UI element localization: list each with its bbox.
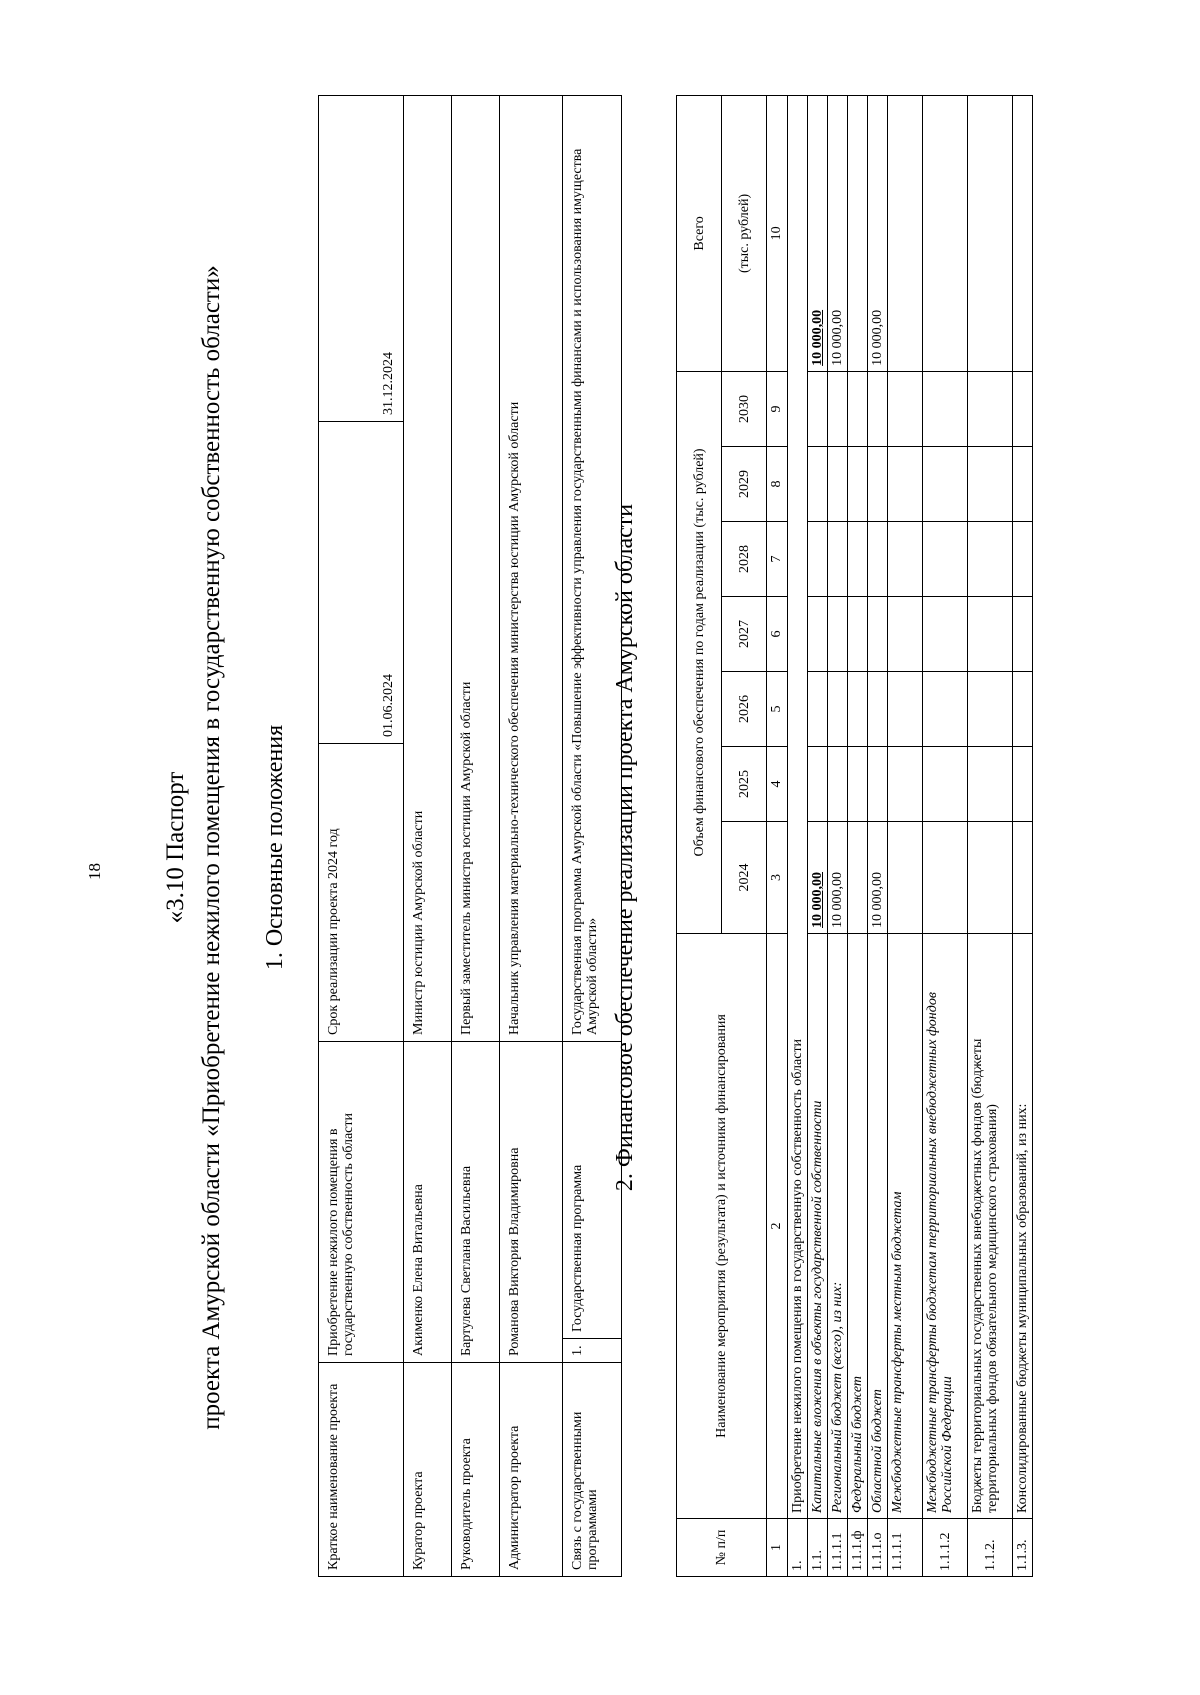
value-2024: 10 000,00 [868,822,888,934]
row-num: 1.1. [808,1519,828,1577]
period-label: Срок реализации проекта 2024 год [319,744,404,1042]
row-num: 1.1.1.о [868,1519,888,1577]
year-header: 2025 [722,747,767,822]
row-name: Областной бюджет [868,934,888,1519]
value-2024 [1013,822,1033,934]
table-row [500,96,563,1577]
row-name: Приобретение нежилого помещения в государственную собственность области [788,95,808,1518]
year-header: 2028 [722,522,767,597]
column-index: 1 [767,1519,788,1577]
col-num-header: № п/п [677,1519,767,1577]
table-row [968,95,1013,1576]
table-row [923,95,968,1576]
row-num: 1.1.1.1 [888,1519,923,1577]
year-header: 2029 [722,447,767,522]
column-index-row [767,95,788,1576]
value-2024 [888,822,923,934]
leader-position: Первый заместитель министра юстиции Амурской области [452,96,500,1042]
year-header: 2030 [722,371,767,446]
table-row [848,95,868,1576]
row-num: 1. [788,1519,808,1577]
row-name: Региональный бюджет (всего), из них: [828,934,848,1519]
curator-position: Министр юстиции Амурской области [404,96,452,1042]
table-row [1013,95,1033,1576]
row-num: 1.1.1.2 [923,1519,968,1577]
admin-position: Начальник управления материально-технического обеспечения министерства юстиции Амурской области [500,96,563,1042]
column-index: 2 [767,934,788,1519]
value-2024: 10 000,00 [808,822,828,934]
value-2024: 10 000,00 [828,822,848,934]
column-index: 8 [767,447,788,522]
curator-label: Куратор проекта [404,1363,452,1577]
document-title-line1: «3.10 Паспорт [162,771,189,924]
admin-name: Романова Виктория Владимировна [500,1042,563,1363]
table-row [319,96,404,1577]
period-start: 01.06.2024 [319,422,404,744]
row-num: 1.1.1.ф [848,1519,868,1577]
column-index: 4 [767,747,788,822]
row-name: Консолидированные бюджеты муниципальных образований, из них: [1013,934,1033,1519]
value-2024 [848,822,868,934]
year-header: 2024 [722,822,767,934]
value-total [1013,95,1033,371]
table-row [808,95,828,1576]
curator-name: Акименко Елена Витальевна [404,1042,452,1363]
row-name: Межбюджетные трансферты бюджетам территориальных внебюджетных фондов Российской Федерации [923,934,968,1519]
column-index: 7 [767,522,788,597]
column-index: 3 [767,822,788,934]
row-num: 1.1.3. [1013,1519,1033,1577]
section1-heading: 1. Основные положения [262,724,288,971]
programs-value: Государственная программа Амурской области «Повышение эффективности управления государственными финансами и использования имущества Амурской области» [563,96,622,1042]
col-name-header: Наименование мероприятия (результата) и источники финансирования [677,934,767,1519]
row-name: Межбюджетные трансферты местным бюджетам [888,934,923,1519]
value-total [968,95,1013,371]
row-num: 1.1.1.1 [828,1519,848,1577]
value-2024 [968,822,1013,934]
table-header-row [677,95,722,1576]
period-end: 31.12.2024 [319,96,404,422]
programs-num: 1. [563,1339,622,1363]
row-name: Федеральный бюджет [848,934,868,1519]
value-total [888,95,923,371]
column-index: 9 [767,371,788,446]
column-index: 6 [767,597,788,672]
table-row [404,96,452,1577]
value-2024 [923,822,968,934]
programs-label: Связь с государственными программами [563,1363,622,1577]
table-row [828,95,848,1576]
page-number: 18 [85,863,104,880]
short-name-value: Приобретение нежилого помещения в государственную собственность области [319,1042,404,1363]
col-volume-header: Объем финансового обеспечения по годам реализации (тыс. рублей) [677,371,722,933]
leader-label: Руководитель проекта [452,1363,500,1577]
row-num: 1.1.2. [968,1519,1013,1577]
value-total [848,95,868,371]
value-total: 10 000,00 [828,95,848,371]
programs-type: Государственная программа [563,1042,622,1339]
col-total-header: Всего [677,95,722,371]
value-total: 10 000,00 [868,95,888,371]
table-row [888,95,923,1576]
row-name: Бюджеты территориальных государственных внебюджетных фондов (бюджеты территориальных фондов обязательного медицинского страхования) [968,934,1013,1519]
leader-name: Бартулева Светлана Васильевна [452,1042,500,1363]
main-provisions-table [318,95,622,1577]
year-header: 2026 [722,672,767,747]
col-total-unit-header: (тыс. рублей) [722,95,767,371]
table-row [868,95,888,1576]
table-row [452,96,500,1577]
value-total: 10 000,00 [808,95,828,371]
finance-table [676,95,1033,1577]
column-index: 10 [767,95,788,371]
column-index: 5 [767,672,788,747]
document-title-line2: проекта Амурской области «Приобретение нежилого помещения в государственную собственность области» [198,265,225,1430]
value-total [923,95,968,371]
row-name: Капитальные вложения в объекты государственной собственности [808,934,828,1519]
year-header: 2027 [722,597,767,672]
short-name-label: Краткое наименование проекта [319,1363,404,1577]
admin-label: Администратор проекта [500,1363,563,1577]
section2-heading: 2. Финансовое обеспечение реализации проекта Амурской области [612,503,638,1192]
table-row [788,95,808,1576]
